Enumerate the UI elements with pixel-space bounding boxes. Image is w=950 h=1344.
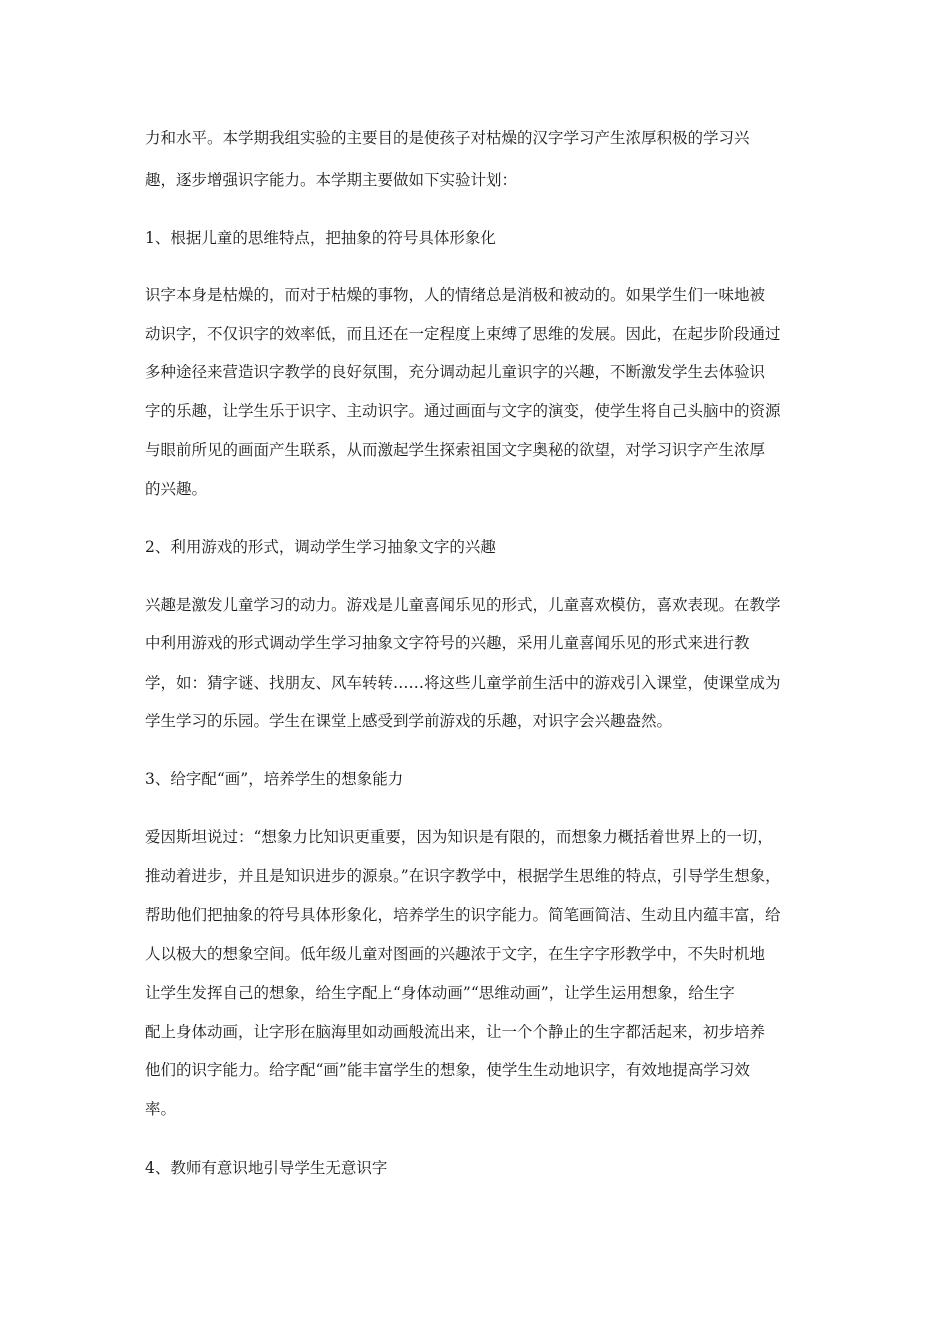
text-line-3: 识字本身是枯燥的，而对于枯燥的事物，人的情绪总是消极和被动的。如果学生们一味地被 bbox=[145, 286, 766, 304]
section-heading-3: 3、给字配“画”，培养学生的想象能力 bbox=[145, 770, 404, 788]
text-line-13: 爱因斯坦说过：“想象力比知识更重要，因为知识是有限的，而想象力概括着世界上的一切， bbox=[145, 828, 773, 846]
text-line-1: 力和水平。本学期我组实验的主要目的是使孩子对枯燥的汉字学习产生浓厚积极的学习兴 bbox=[145, 129, 750, 147]
section-heading-2: 2、利用游戏的形式，调动学生学习抽象文字的兴趣 bbox=[145, 538, 496, 556]
text-line-14: 推动着进步，并且是知识进步的源泉。”在识字教学中，根据学生思维的特点，引导学生想象， bbox=[145, 867, 781, 885]
text-line-10: 中利用游戏的形式调动学生学习抽象文字符号的兴趣，采用儿童喜闻乐见的形式来进行教 bbox=[145, 634, 750, 652]
text-line-16: 人以极大的想象空间。低年级儿童对图画的兴趣浓于文字，在生字字形教学中，不失时机地 bbox=[145, 945, 766, 963]
text-line-6: 字的乐趣，让学生乐于识字、主动识字。通过画面与文字的演变，使学生将自己头脑中的资源 bbox=[145, 402, 781, 420]
text-line-17: 让学生发挥自己的想象，给生字配上“身体动画”“思维动画”，让学生运用想象，给生字 bbox=[145, 984, 735, 1002]
text-line-12: 学生学习的乐园。学生在课堂上感受到学前游戏的乐趣，对识字会兴趣盎然。 bbox=[145, 712, 673, 730]
text-line-9: 兴趣是激发儿童学习的动力。游戏是儿童喜闻乐见的形式，儿童喜欢模仿，喜欢表现。在教学 bbox=[145, 596, 781, 614]
text-line-11: 学，如：猜字谜、找朋友、风车转转……将这些儿童学前生活中的游戏引入课堂，使课堂成为 bbox=[145, 674, 781, 692]
text-line-15: 帮助他们把抽象的符号具体形象化，培养学生的识字能力。简笔画简洁、生动且内蕴丰富，给 bbox=[145, 906, 781, 924]
text-line-4: 动识字，不仅识字的效率低，而且还在一定程度上束缚了思维的发展。因此，在起步阶段通过 bbox=[145, 325, 781, 343]
text-line-20: 率。 bbox=[145, 1100, 177, 1118]
section-heading-4: 4、教师有意识地引导学生无意识字 bbox=[145, 1159, 388, 1177]
text-line-7: 与眼前所见的画面产生联系，从而激起学生探索祖国文字奥秘的欲望，对学习识字产生浓厚 bbox=[145, 441, 766, 459]
text-line-5: 多种途径来营造识字教学的良好氛围，充分调动起儿童识字的兴趣，不断激发学生去体验识 bbox=[145, 363, 766, 381]
text-line-19: 他们的识字能力。给字配“画”能丰富学生的想象，使学生生动地识字，有效地提高学习效 bbox=[145, 1061, 750, 1079]
text-line-8: 的兴趣。 bbox=[145, 480, 208, 498]
section-heading-1: 1、根据儿童的思维特点，把抽象的符号具体形象化 bbox=[145, 229, 496, 247]
text-line-18: 配上身体动画，让字形在脑海里如动画般流出来，让一个个静止的生字都活起来，初步培养 bbox=[145, 1023, 766, 1041]
text-line-2: 趣，逐步增强识字能力。本学期主要做如下实验计划： bbox=[145, 171, 518, 189]
